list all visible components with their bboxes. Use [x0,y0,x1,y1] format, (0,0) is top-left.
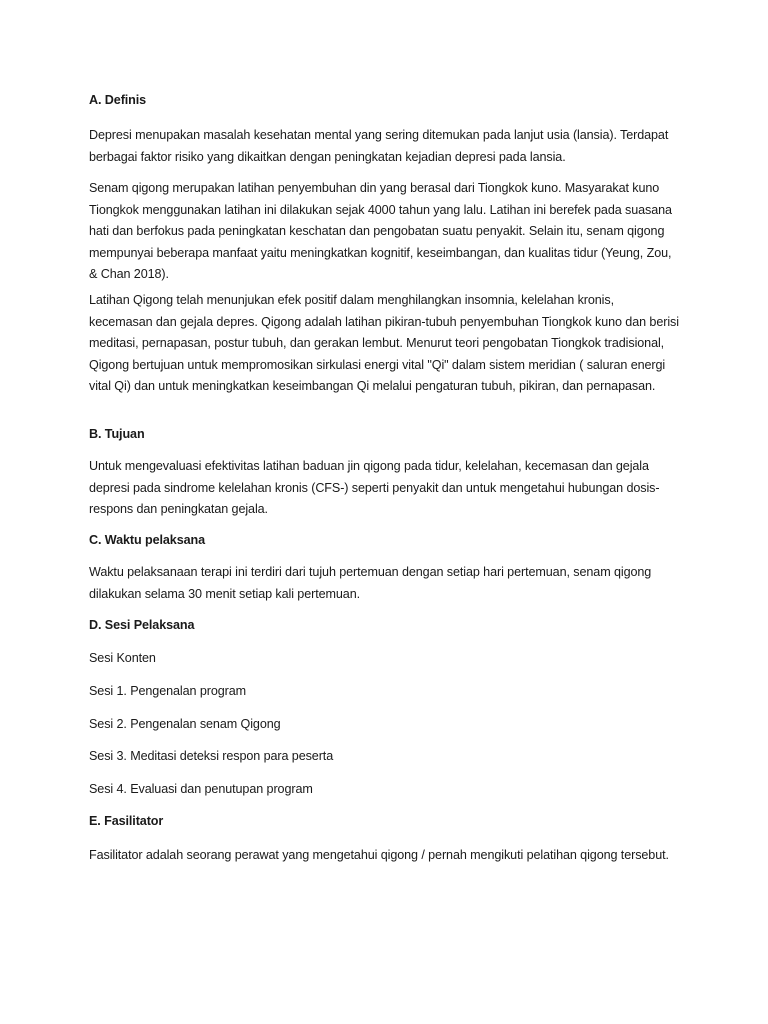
list-item-sesi-2: Sesi 2. Pengenalan senam Qigong [89,717,281,731]
list-item-sesi-1: Sesi 1. Pengenalan program [89,684,247,698]
heading-tujuan: B. Tujuan [89,427,145,441]
paragraph-depresi: Depresi menupakan masalah kesehatan mental yang sering ditemukan pada lanjut usia (lansia). Terdapat berbagai faktor risiko yang dikaitkan dengan peningkatan kejadian depresi pada lansia. [89,128,669,164]
heading-waktu-pelaksana: C. Waktu pelaksana [89,533,206,547]
heading-fasilitator: E. Fasilitator [89,814,164,828]
paragraph-senam-qigong: Senam qigong merupakan latihan penyembuhan din yang berasal dari Tiongkok kuno. Masyarakat kuno Tiongkok menggunakan latihan ini dilakukan sejak 4000 tahun yang lalu. Latihan ini berefek pada suasana hati dan berfokus pada peningkatan keschatan dan pengobatan suatu penyakit. Selain itu, senam qigong mempunyai beberapa manfaat yaitu meningkatkan kognitif, keseimbangan, dan kualitas tidur (Yeung, Zou, & Chan 2018). [89,181,672,281]
paragraph-waktu: Waktu pelaksanaan terapi ini terdiri dari tujuh pertemuan dengan setiap hari pertemuan, senam qigong dilakukan selama 30 menit setiap kali pertemuan. [89,565,652,601]
list-item-sesi-4: Sesi 4. Evaluasi dan penutupan program [89,782,313,796]
heading-sesi-pelaksana: D. Sesi Pelaksana [89,618,195,632]
heading-definisi: A. Definis [89,93,147,107]
paragraph-tujuan: Untuk mengevaluasi efektivitas latihan baduan jin qigong pada tidur, kelelahan, kecemasan dan gejala depresi pada sindrome kelelahan kronis (CFS-) seperti penyakit dan untuk mengetahui hubungan dosis-respons dan peningkatan gejala. [89,459,660,516]
list-item-sesi-3: Sesi 3. Meditasi deteksi respon para peserta [89,749,334,763]
paragraph-fasilitator: Fasilitator adalah seorang perawat yang mengetahui qigong / pernah mengikuti pelatihan qigong tersebut. [89,848,669,862]
paragraph-latihan-qigong: Latihan Qigong telah menunjukan efek positif dalam menghilangkan insomnia, kelelahan kronis, kecemasan dan gejala depres. Qigong adalah latihan pikiran-tubuh penyembuhan Tiongkok kuno dan berisi meditasi, pernapasan, postur tubuh, dan gerakan lembut. Menurut teori pengobatan Tiongkok tradisional, Qigong bertujuan untuk mempromosikan sirkulasi energi vital "Qi" dalam sistem meridian ( saluran energi vital Qi) dan untuk meningkatkan keseimbangan Qi melalui pengaturan tubuh, pikiran, dan pernapasan. [89,293,679,393]
sesi-konten-label: Sesi Konten [89,651,156,665]
